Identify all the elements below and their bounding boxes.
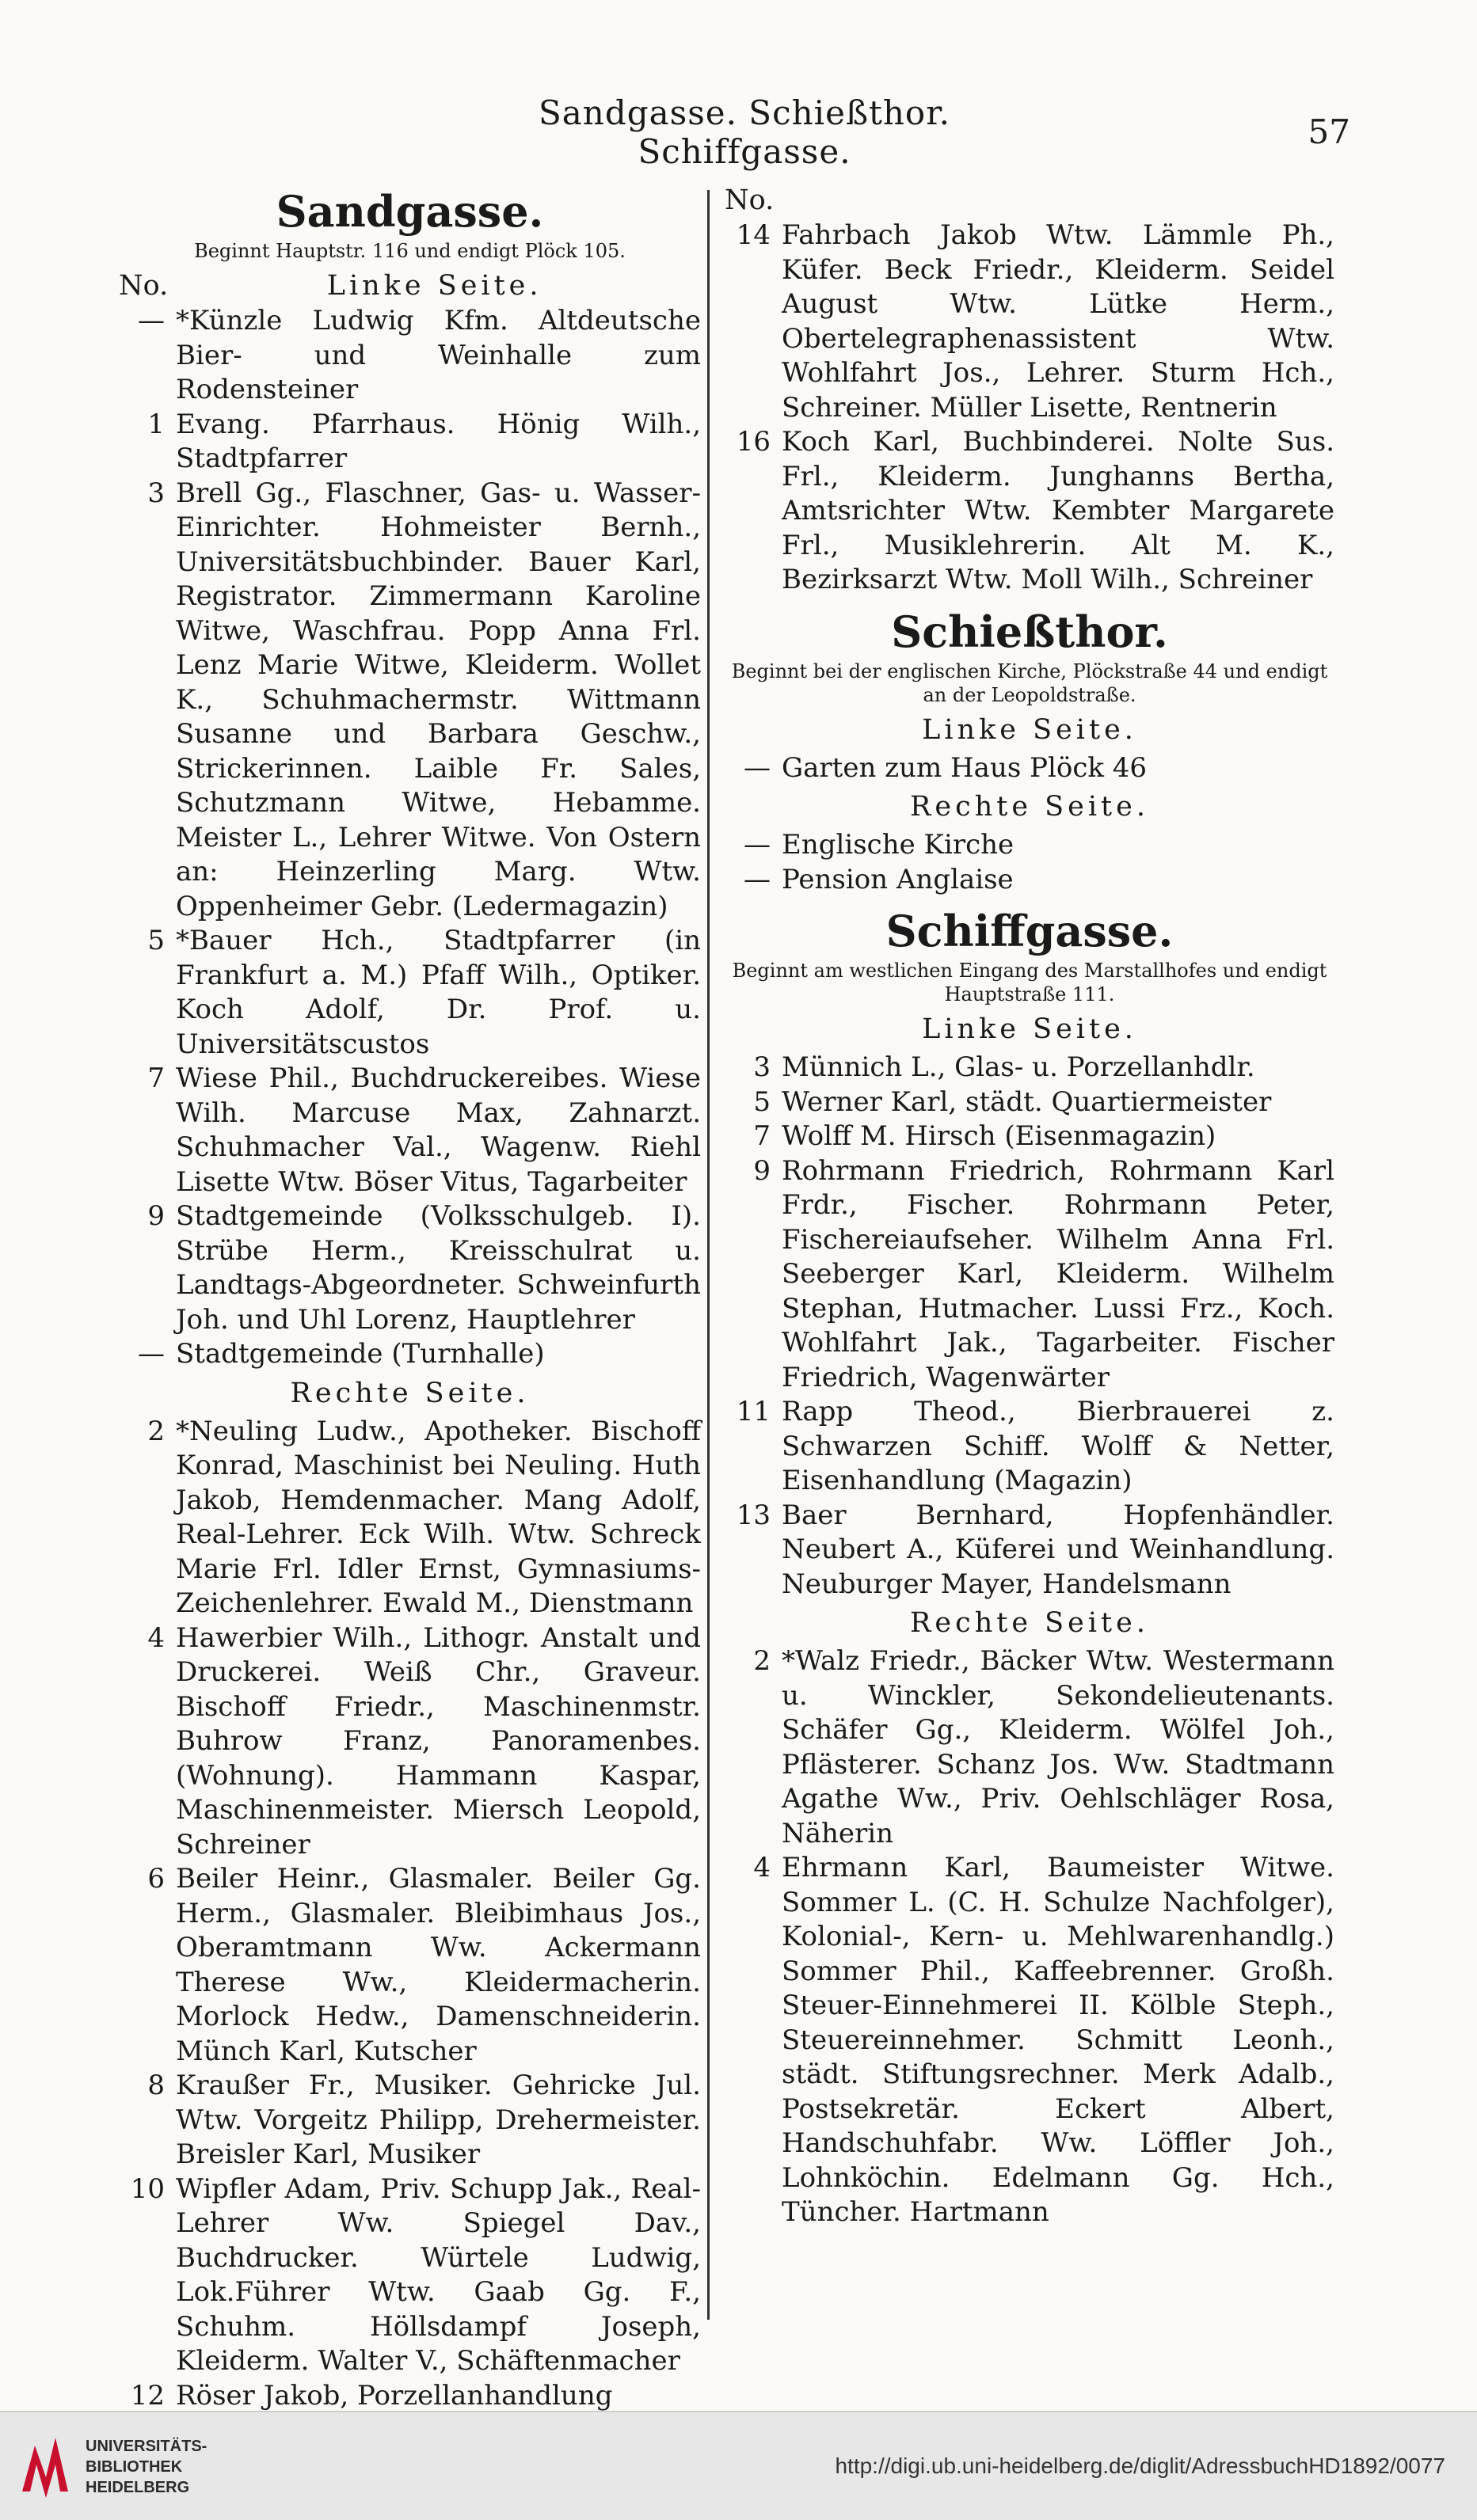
house-number: 11 xyxy=(736,1396,771,1427)
library-name xyxy=(86,2436,207,2498)
address-entry xyxy=(119,2069,701,2172)
resident-text: Kraußer Fr., Musiker. Gehricke Jul. Wtw. Vorgeitz Philipp, Drehermeister. Breisler Karl, Musiker xyxy=(176,2070,701,2170)
house-number: — xyxy=(744,751,771,784)
resident-text: Evang. Pfarrhaus. Hönig Wilh., Stadtpfarrer xyxy=(176,408,701,474)
house-number: 10 xyxy=(130,2172,165,2205)
resident-text: Garten zum Haus Plöck 46 xyxy=(782,751,1148,784)
resident-text: Münnich L., Glas- u. Porzellanhdlr. xyxy=(782,1051,1255,1083)
street-title-schiffgasse: Schiffgasse. xyxy=(885,906,1174,956)
resident-text: Stadtgemeinde (Volksschulgeb. I). Strübe Herm., Kreisschulrat u. Landtags-Abgeordneter. Schweinfurth Joh. und Uhl Lorenz, Hauptlehrer xyxy=(176,1200,701,1336)
address-entry xyxy=(725,1499,1334,1602)
house-number: 5 xyxy=(753,1085,771,1118)
entry-list xyxy=(725,1644,1334,2230)
resident-text: Werner Karl, städt. Quartiermeister xyxy=(782,1085,1272,1118)
resident-text: Rapp Theod., Bierbrauerei z. Schwarzen Schiff. Wolff & Netter, Eisenhandlung (Magazin) xyxy=(782,1396,1334,1496)
entry-list xyxy=(119,304,701,1372)
right-column xyxy=(725,182,1334,2230)
resident-text: Englische Kirche xyxy=(782,829,1014,861)
house-number: 5 xyxy=(147,925,165,956)
resident-text: Baer Bernhard, Hopfenhändler. Neubert A., Küferei und Weinhandlung. Neuburger Mayer, Handelsmann xyxy=(782,1499,1334,1600)
address-entry xyxy=(725,425,1334,598)
house-number: 4 xyxy=(753,1852,771,1883)
address-entry xyxy=(119,1621,701,1863)
resident-text: Ehrmann Karl, Baumeister Witwe. Sommer L. (C. H. Schulze Nachfolger), Kolonial-, Kern- u. Mehlwarenhandlg.) Sommer Phil., Kaffeebrenner. Großh. Steuer-Einnehmerei II. Kölble Steph., Steuereinnehmer. Schmitt Leonh., städt. Stiftungsrechner. Merk Adalb., Postsekretär. Eckert Albert, Handschuhfabr. Ww. Löffler Joh., Lohnköchin. Edelmann Gg. Hch., Tüncher. Hartmann xyxy=(782,1852,1334,2228)
address-entry xyxy=(725,1085,1334,1120)
resident-text: Wolff M. Hirsch (Eisenmagazin) xyxy=(782,1120,1216,1152)
house-number: 7 xyxy=(147,1062,165,1094)
entry-list xyxy=(725,751,1334,786)
resident-text: Hawerbier Wilh., Lithogr. Anstalt und Druckerei. Weiß Chr., Graveur. Bischoff Friedr., Maschinenmstr. Buhrow Franz, Panoramenbes. (Wohnung). Hammann Kaspar, Maschinenmeister. Miersch Leopold, Schreiner xyxy=(176,1621,701,1861)
resident-text: *Neuling Ludw., Apotheker. Bischoff Konrad, Maschinist bei Neuling. Huth Jakob, Hemdenmacher. Mang Adolf, Real-Lehrer. Eck Wilh. Wtw. Schreck Marie Frl. Idler Ernst, Gymnasiums-Zeichenlehrer. Ewald M., Dienstmann xyxy=(176,1415,701,1619)
number-column-label: No. xyxy=(725,184,775,216)
address-entry xyxy=(725,1154,1334,1396)
entry-list xyxy=(725,828,1334,897)
side-heading-linke-seite: Linke Seite. xyxy=(326,270,542,302)
library-name-line: UNIVERSITÄTS- xyxy=(86,2438,207,2455)
street-description: Beginnt bei der englischen Kirche, Plöckstraße 44 und endigt an der Leopoldstraße. xyxy=(731,659,1328,706)
address-entry xyxy=(725,1395,1334,1499)
resident-text: Koch Karl, Buchbinderei. Nolte Sus. Frl., Kleiderm. Junghanns Bertha, Amtsrichter Wtw. Kembter Margarete Frl., Musiklehrerin. Alt M. K., Bezirksarzt Wtw. Moll Wilh., Schreiner xyxy=(782,426,1334,595)
resident-text: Pension Anglaise xyxy=(782,863,1014,895)
address-entry xyxy=(119,304,701,408)
side-heading-linke-seite: Linke Seite. xyxy=(922,713,1137,746)
resident-text: Brell Gg., Flaschner, Gas- u. Wasser-Einrichter. Hohmeister Bernh., Universitätsbuchbinder. Bauer Karl, Registrator. Zimmermann Karoline Witwe, Waschfrau. Popp Anna Frl. Lenz Marie Witwe, Kleiderm. Wollet K., Schuhmachermstr. Wittmann Susanne und Barbara Geschw., Strickerinnen. Laible Fr. Sales, Schutzmann Witwe, Hebamme. Meister L., Lehrer Witwe. Von Ostern an: Heinzerling Marg. Wtw. Oppenheimer Gebr. (Ledermagazin) xyxy=(176,477,701,922)
street-description: Beginnt Hauptstr. 116 und endigt Plöck 105. xyxy=(194,240,626,262)
address-entry xyxy=(119,1415,701,1621)
house-number: 2 xyxy=(147,1415,165,1447)
house-number: 4 xyxy=(147,1621,165,1654)
address-entry xyxy=(725,828,1334,863)
house-number: 9 xyxy=(753,1154,771,1187)
street-description: Beginnt am westlichen Eingang des Marstallhofes und endigt Hauptstraße 111. xyxy=(732,960,1327,1005)
house-number: 2 xyxy=(753,1645,771,1677)
address-entry xyxy=(725,751,1334,786)
resident-text: Röser Jakob, Porzellanhandlung xyxy=(176,2379,613,2412)
house-number: 12 xyxy=(130,2379,165,2412)
house-number: 3 xyxy=(147,477,165,509)
resident-text: Stadtgemeinde (Turnhalle) xyxy=(176,1338,545,1370)
house-number: 6 xyxy=(147,1863,165,1895)
address-entry xyxy=(119,1862,701,2069)
university-library-logo-icon xyxy=(16,2430,74,2503)
address-entry xyxy=(725,1644,1334,1851)
address-entry xyxy=(119,477,701,925)
street-title-sandgasse: Sandgasse. xyxy=(276,186,544,237)
address-entry xyxy=(119,1062,701,1199)
house-number: — xyxy=(138,305,165,336)
column-header-row xyxy=(119,268,701,304)
viewer-footer xyxy=(0,2411,1477,2520)
house-number: — xyxy=(138,1338,165,1370)
side-heading-rechte-seite: Rechte Seite. xyxy=(290,1377,530,1409)
resident-text: Wiese Phil., Buchdruckereibes. Wiese Wilh. Marcuse Max, Zahnarzt. Schuhmacher Val., Wagenw. Riehl Lisette Wtw. Böser Vitus, Tagarbeiter xyxy=(176,1062,701,1198)
house-number: — xyxy=(744,829,771,861)
number-column-label: No. xyxy=(119,270,169,302)
permalink-url[interactable]: http://digi.ub.uni-heidelberg.de/diglit/AdressbuchHD1892/0077 xyxy=(835,2453,1445,2478)
house-number: 9 xyxy=(147,1200,165,1232)
street-title-schiessthor: Schießthor. xyxy=(891,606,1168,657)
house-number: 14 xyxy=(736,219,771,251)
entry-list xyxy=(119,1415,701,2414)
house-number: 8 xyxy=(147,2070,165,2101)
address-entry xyxy=(119,1337,701,1372)
address-entry xyxy=(725,1051,1334,1085)
library-name-line: HEIDELBERG xyxy=(86,2479,190,2496)
house-number: 1 xyxy=(147,408,165,440)
side-heading-linke-seite: Linke Seite. xyxy=(922,1013,1137,1045)
address-entry xyxy=(119,2172,701,2379)
address-entry xyxy=(725,219,1334,425)
resident-text: Rohrmann Friedrich, Rohrmann Karl Frdr., Fischer. Rohrmann Peter, Fischereiaufseher. Wilhelm Anna Frl. Seeberger Karl, Kleiderm. Wilhelm Stephan, Hutmacher. Lussi Frz., Koch. Wohlfahrt Jak., Tagarbeiter. Fischer Friedrich, Wagenwärter xyxy=(782,1154,1334,1393)
house-number: 13 xyxy=(736,1499,771,1531)
house-number: 7 xyxy=(753,1120,771,1152)
address-entry xyxy=(119,2379,701,2414)
address-entry xyxy=(725,1119,1334,1154)
library-name-line: BIBLIOTHEK xyxy=(86,2458,183,2476)
house-number: — xyxy=(744,863,771,895)
address-entry xyxy=(725,1851,1334,2230)
resident-text: Fahrbach Jakob Wtw. Lämmle Ph., Küfer. Beck Friedr., Kleiderm. Seidel August Wtw. Lütke Herm., Obertelegraphenassistent Wtw. Wohlfahrt Jos., Lehrer. Sturm Hch., Schreiner. Müller Lisette, Rentnerin xyxy=(782,219,1334,424)
side-heading-rechte-seite: Rechte Seite. xyxy=(910,1607,1149,1639)
address-entry xyxy=(725,863,1334,898)
house-number: 16 xyxy=(736,426,771,458)
resident-text: Beiler Heinr., Glasmaler. Beiler Gg. Herm., Glasmaler. Bleibimhaus Jos., Oberamtmann Ww. Ackermann Therese Ww., Kleidermacherin. Morlock Hedw., Damenschneiderin. Münch Karl, Kutscher xyxy=(176,1863,701,2067)
side-heading-rechte-seite: Rechte Seite. xyxy=(910,791,1149,823)
left-column xyxy=(119,182,701,2413)
resident-text: *Walz Friedr., Bäcker Wtw. Westermann u. Winckler, Sekondelieutenants. Schäfer Gg., Kleiderm. Wölfel Joh., Pflästerer. Schanz Jos. Ww. Stadtmann Agathe Ww., Priv. Oehlschläger Rosa, Näherin xyxy=(782,1645,1334,1849)
column-divider xyxy=(707,190,710,2320)
entry-list xyxy=(725,1051,1334,1602)
address-entry xyxy=(119,924,701,1062)
resident-text: Wipfler Adam, Priv. Schupp Jak., Real-Lehrer Ww. Spiegel Dav., Buchdrucker. Würtele Ludwig, Lok.Führer Wtw. Gaab Gg. F., Schuhm. Höllsdampf Joseph, Kleiderm. Walter V., Schäftenmacher xyxy=(176,2172,701,2377)
address-entry xyxy=(119,408,701,477)
address-entry xyxy=(119,1199,701,1337)
page-number: 57 xyxy=(1308,112,1350,151)
house-number: 3 xyxy=(753,1051,771,1083)
running-head: Sandgasse. Schießthor. Schiffgasse. xyxy=(538,93,951,171)
entry-list xyxy=(725,219,1334,598)
resident-text: *Künzle Ludwig Kfm. Altdeutsche Bier- und Weinhalle zum Rodensteiner xyxy=(176,305,701,405)
resident-text: *Bauer Hch., Stadtpfarrer (in Frankfurt a. M.) Pfaff Wilh., Optiker. Koch Adolf, Dr. Prof. u. Universitätscustos xyxy=(176,925,701,1060)
